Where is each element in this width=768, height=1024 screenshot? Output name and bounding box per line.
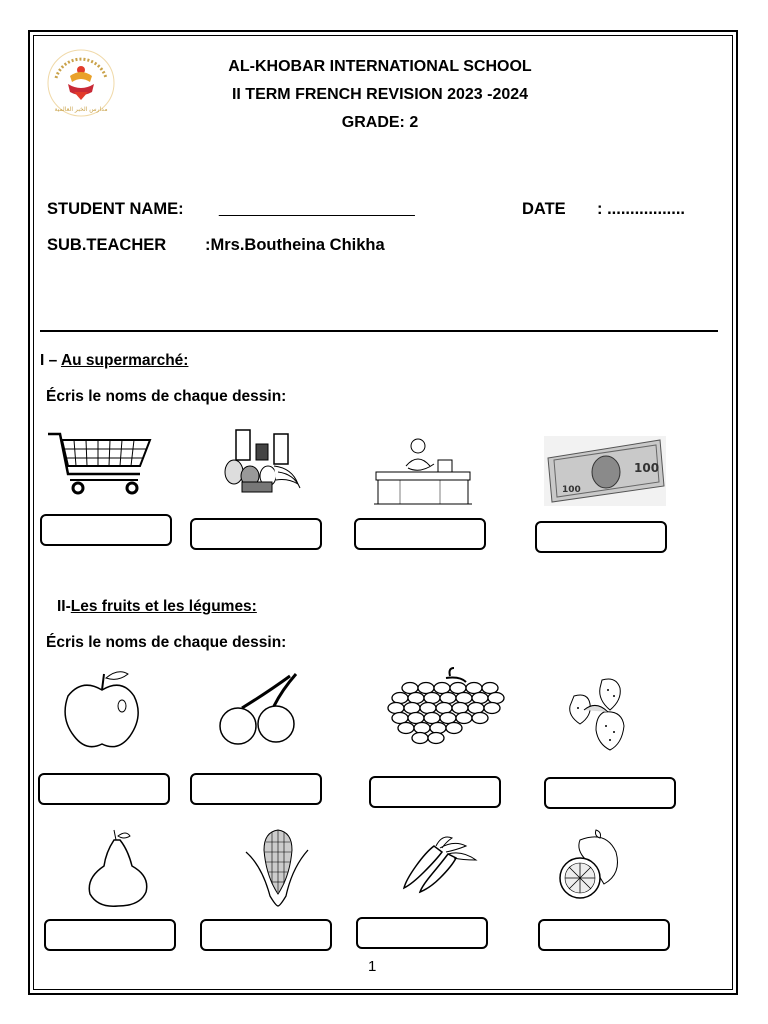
grape-berry: [456, 713, 472, 724]
grape-berry: [388, 703, 404, 714]
grape-berry: [446, 723, 462, 734]
grape-berry: [472, 693, 488, 704]
grape-berry: [418, 683, 434, 694]
grape-berry: [402, 683, 418, 694]
date-label: DATE: [522, 200, 566, 218]
section2-number: II-: [57, 598, 71, 615]
answer-box-cashier[interactable]: [354, 518, 486, 550]
grape-berry: [408, 693, 424, 704]
answer-box-groceries[interactable]: [190, 518, 322, 550]
strawberries-icon: [560, 670, 642, 752]
grape-berry: [392, 713, 408, 724]
divider-line: [40, 330, 718, 332]
answer-box-banknote[interactable]: [535, 521, 667, 553]
grape-berry: [414, 723, 430, 734]
svg-text:100: 100: [562, 485, 581, 495]
section1-heading: [40, 352, 188, 370]
grapes-icon: [370, 666, 526, 748]
grape-berry: [472, 713, 488, 724]
apple-icon: [60, 666, 144, 752]
section2-instruction: Écris le noms de chaque dessin:: [46, 634, 287, 651]
grape-berry: [408, 713, 424, 724]
school-logo: [44, 48, 118, 118]
answer-box-strawberries[interactable]: [544, 777, 676, 809]
grade-label: GRADE: 2: [341, 114, 419, 131]
answer-box-pear[interactable]: [44, 919, 176, 951]
date-blank[interactable]: : .................: [597, 200, 686, 218]
grape-berry: [436, 703, 452, 714]
student-name-label: STUDENT NAME:: [47, 200, 184, 218]
grape-berry: [456, 693, 472, 704]
banknote-icon: [544, 436, 666, 506]
cashier-icon: [370, 434, 476, 506]
lemon-icon: [556, 830, 622, 902]
grape-berry: [428, 733, 444, 744]
grape-berry: [484, 703, 500, 714]
section1-title: Au supermarché:: [60, 352, 189, 369]
grape-berry: [424, 693, 440, 704]
grape-berry: [488, 693, 504, 704]
grape-berry: [440, 693, 456, 704]
answer-box-cart[interactable]: [40, 514, 172, 546]
answer-box-grapes[interactable]: [369, 776, 501, 808]
section1-instruction: Écris le noms de chaque dessin:: [46, 388, 287, 405]
grape-berry: [440, 713, 456, 724]
school-name: AL-KHOBAR INTERNATIONAL SCHOOL: [228, 58, 532, 75]
teacher-name: :Mrs.Boutheina Chikha: [205, 236, 385, 254]
grape-berry: [468, 703, 484, 714]
corn-icon: [244, 826, 310, 908]
grape-berry: [404, 703, 420, 714]
section1-number: I –: [40, 352, 61, 369]
answer-box-lemon[interactable]: [538, 919, 670, 951]
groceries-icon: [222, 426, 302, 494]
pear-icon: [80, 828, 154, 908]
answer-box-cherries[interactable]: [190, 773, 322, 805]
section2-title: Les fruits et les légumes:: [70, 598, 257, 615]
grape-berry: [466, 683, 482, 694]
logo-arabic-text: مدارس الخبر العالمية: [54, 106, 108, 113]
cherries-icon: [212, 670, 306, 746]
grape-berry: [424, 713, 440, 724]
answer-box-corn[interactable]: [200, 919, 332, 951]
svg-text:100: 100: [634, 461, 660, 475]
grape-berry: [398, 723, 414, 734]
answer-box-carrots[interactable]: [356, 917, 488, 949]
teacher-label: SUB.TEACHER: [47, 236, 167, 254]
grape-berry: [450, 683, 466, 694]
shopping-cart-icon: [46, 430, 154, 496]
grape-berry: [420, 703, 436, 714]
grape-berry: [392, 693, 408, 704]
page-number: 1: [368, 958, 377, 975]
revision-title: II TERM FRENCH REVISION 2023 -2024: [231, 86, 529, 103]
grape-berry: [434, 683, 450, 694]
carrots-icon: [390, 832, 480, 894]
grape-berry: [482, 683, 498, 694]
grape-berry: [430, 723, 446, 734]
section2-heading: [57, 598, 257, 616]
grape-berry: [452, 703, 468, 714]
grape-berry: [412, 733, 428, 744]
student-name-blank[interactable]: ______________________: [219, 200, 415, 217]
answer-box-apple[interactable]: [38, 773, 170, 805]
